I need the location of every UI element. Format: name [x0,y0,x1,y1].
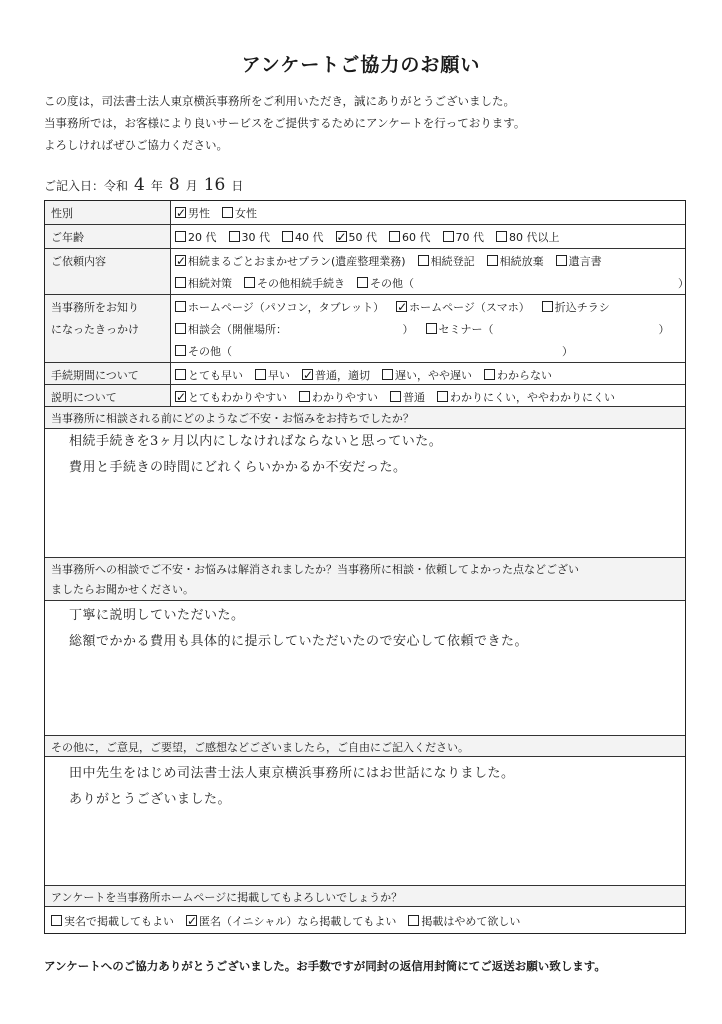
question-publish: アンケートを当事務所ホームページに掲載してもよろしいでしょうか？ [45,885,685,907]
answer-worries[interactable] [69,429,677,481]
checkbox-option[interactable] [175,341,573,363]
row-request [45,249,689,295]
checkbox-icon[interactable] [389,231,400,242]
checkbox-label: 80 代以上 [509,231,560,244]
options-publish [51,909,532,931]
checkbox-label: 遺言書 [568,255,602,268]
checkbox-option[interactable] [542,297,610,319]
intro-line-2: 当事務所では，お客様により良いサービスをご提供するためにアンケートを行っております。 [44,116,526,130]
row-age [45,225,685,249]
intro-line-3: よろしければぜひご協力ください。 [44,138,228,152]
answer-resolved-line-1: 丁寧に説明していただいた。 [69,608,245,623]
checkbox-icon[interactable] [418,255,429,266]
checkbox-option[interactable] [244,273,345,295]
date-year[interactable]: 4 [134,175,145,195]
answer-worries-line-1: 相続手続きを3ヶ月以内にしなければならないと思っていた。 [69,434,443,449]
checkbox-icon[interactable] [282,231,293,242]
checkbox-checked-icon[interactable] [302,369,313,380]
intro-text [44,90,704,156]
checkbox-icon[interactable] [542,301,553,312]
question-worries: 当事務所に相談される前にどのようなご不安・お悩みをお持ちでしたか？ [45,407,685,429]
checkbox-icon[interactable] [390,391,401,402]
label-explanation: 説明について [45,385,171,406]
label-period: 手続期間について [45,363,171,384]
checkbox-option[interactable] [255,365,290,387]
checkbox-label: その他（ ） [188,345,573,358]
date-day[interactable]: 16 [203,175,226,195]
row-gender [45,201,685,225]
checkbox-icon[interactable] [175,277,186,288]
checkbox-label: 60 代 [402,231,431,244]
row-period [45,363,685,385]
checkbox-label: 70 代 [455,231,484,244]
checkbox-option[interactable] [556,251,602,273]
checkbox-option[interactable] [175,319,414,341]
checkbox-label: ホームページ（スマホ） [409,301,530,314]
checkbox-label: セミナー（ ） [438,323,670,336]
answer-comments-line-2: ありがとうございました。 [69,792,232,807]
checkbox-option[interactable] [186,911,396,933]
question-comments: その他に，ご意見，ご要望，ご感想などございましたら，ご自由にご記入ください。 [45,735,685,757]
date-month[interactable]: 8 [168,175,180,195]
checkbox-checked-icon[interactable] [396,301,407,312]
label-source-line-1: 当事務所をお知り [51,301,139,314]
checkbox-icon[interactable] [244,277,255,288]
row-source [45,295,685,363]
checkbox-label: 相続まるごとおまかせプラン(遺産整理業務) [188,255,406,268]
checkbox-option[interactable] [302,365,370,387]
checkbox-checked-icon[interactable] [175,207,186,218]
checkbox-option[interactable] [175,251,406,273]
options-explanation [175,385,681,407]
checkbox-label: わからない [497,369,552,382]
checkbox-option[interactable] [282,227,324,249]
options-request-1 [175,249,681,271]
checkbox-option[interactable] [484,365,552,387]
checkbox-option[interactable] [496,227,560,249]
checkbox-label: ホームページ（パソコン，タブレット） [188,301,385,314]
checkbox-icon[interactable] [222,207,233,218]
options-publish-wrap [51,909,532,931]
checkbox-icon[interactable] [357,277,368,288]
options-period [175,363,681,385]
checkbox-option[interactable] [357,273,689,295]
checkbox-label: 普通 [403,391,425,404]
intro-line-1: この度は，司法書士法人東京横浜事務所をご利用いただき，誠にありがとうございました。 [44,94,516,108]
checkbox-icon[interactable] [175,345,186,356]
checkbox-icon[interactable] [175,369,186,380]
survey-title: アンケートご協力のお願い [241,54,481,76]
date-day-unit: 日 [231,179,244,193]
checkbox-label: 相続放棄 [499,255,544,268]
checkbox-option[interactable] [396,297,530,319]
checkbox-icon[interactable] [437,391,448,402]
checkbox-icon[interactable] [229,231,240,242]
options-gender [175,201,681,223]
checkbox-label: わかりにくい，ややわかりにくい [450,391,615,404]
checkbox-option[interactable] [390,387,425,409]
checkbox-label: わかりやすい [312,391,378,404]
checkbox-icon[interactable] [443,231,454,242]
checkbox-label: 相続対策 [188,277,232,290]
checkbox-label: 20 代 [188,231,217,244]
label-source-line-2: になったきっかけ [51,323,139,336]
checkbox-label: 30 代 [241,231,270,244]
question-resolved [45,557,685,601]
checkbox-label: 早い [268,369,290,382]
checkbox-label: 匿名（イニシャル）なら掲載してもよい [199,915,397,928]
row-explanation [45,385,685,407]
checkbox-label: 男性 [188,207,210,220]
date-month-unit: 月 [185,179,198,193]
checkbox-option[interactable] [175,387,287,409]
checkbox-label: 実名で掲載してもよい [64,915,174,928]
checkbox-option[interactable] [299,387,378,409]
options-request-2 [175,271,689,293]
checkbox-option[interactable] [229,227,271,249]
checkbox-option[interactable] [487,251,544,273]
checkbox-option[interactable] [175,273,232,295]
checkbox-label: 折込チラシ [554,301,610,314]
checkbox-icon[interactable] [484,369,495,380]
checkbox-option[interactable] [175,297,384,319]
checkbox-label: 普通，適切 [315,369,370,382]
checkbox-icon[interactable] [299,391,310,402]
checkbox-label: とても早い [188,369,243,382]
checkbox-icon[interactable] [255,369,266,380]
question-resolved-line-1: 当事務所への相談でご不安・お悩みは解消されましたか？当事務所に相談・依頼してよかった点などござい [51,563,579,576]
checkbox-icon[interactable] [487,255,498,266]
checkbox-option[interactable] [408,911,520,933]
options-source-3 [175,339,681,361]
checkbox-icon[interactable] [556,255,567,266]
checkbox-icon[interactable] [175,323,186,334]
survey-form [44,200,689,934]
checkbox-label: 遅い，やや遅い [395,369,472,382]
checkbox-option[interactable] [175,227,217,249]
checkbox-option[interactable] [426,319,670,341]
checkbox-label: 女性 [235,207,257,220]
checkbox-icon[interactable] [496,231,507,242]
date-label: ご記入日：令和 [44,179,129,193]
label-age: ご年齢 [45,225,171,248]
checkbox-label: 40 代 [295,231,324,244]
checkbox-checked-icon[interactable] [186,915,197,926]
checkbox-option[interactable] [51,911,174,933]
checkbox-option[interactable] [389,227,431,249]
date-year-unit: 年 [150,179,163,193]
checkbox-icon[interactable] [408,915,419,926]
checkbox-checked-icon[interactable] [175,391,186,402]
question-resolved-line-2: ましたらお聞かせください。 [51,583,194,596]
options-source-2 [175,317,681,339]
checkbox-option[interactable] [175,365,243,387]
footer-thanks: アンケートへのご協力ありがとうございました。お手数ですが同封の返信用封筒にてご返送お願い致します。 [44,959,606,973]
checkbox-icon[interactable] [175,231,186,242]
checkbox-option[interactable] [437,387,615,409]
checkbox-icon[interactable] [382,369,393,380]
checkbox-label: 相談会（開催場所： ） [188,323,414,336]
options-source-1 [175,295,681,317]
checkbox-option[interactable] [418,251,475,273]
entry-date [44,175,243,195]
label-source [45,295,171,362]
checkbox-option[interactable] [175,203,210,225]
checkbox-label: 50 代 [348,231,377,244]
checkbox-icon[interactable] [175,301,186,312]
checkbox-label: とてもわかりやすい [188,391,287,404]
answer-resolved-line-2: 総額でかかる費用も具体的に提示していただいたので安心して依頼できた。 [69,634,529,649]
checkbox-option[interactable] [336,227,378,249]
checkbox-icon[interactable] [426,323,437,334]
checkbox-option[interactable] [443,227,485,249]
answer-worries-line-2: 費用と手続きの時間にどれくらいかかるか不安だった。 [69,460,407,475]
checkbox-checked-icon[interactable] [336,231,347,242]
checkbox-label: 相続登記 [430,255,475,268]
checkbox-label: その他相続手続き [257,277,345,290]
options-age [175,225,681,247]
answer-resolved[interactable] [69,603,677,655]
label-request: ご依頼内容 [45,249,171,294]
checkbox-label: その他（ ） [370,277,689,290]
answer-comments[interactable] [69,761,677,813]
checkbox-option[interactable] [382,365,472,387]
checkbox-option[interactable] [222,203,257,225]
answer-comments-line-1: 田中先生をはじめ司法書士法人東京横浜事務所にはお世話になりました。 [69,766,515,781]
label-gender: 性別 [45,201,171,224]
checkbox-icon[interactable] [51,915,62,926]
checkbox-label: 掲載はやめて欲しい [421,915,521,928]
checkbox-checked-icon[interactable] [175,255,186,266]
